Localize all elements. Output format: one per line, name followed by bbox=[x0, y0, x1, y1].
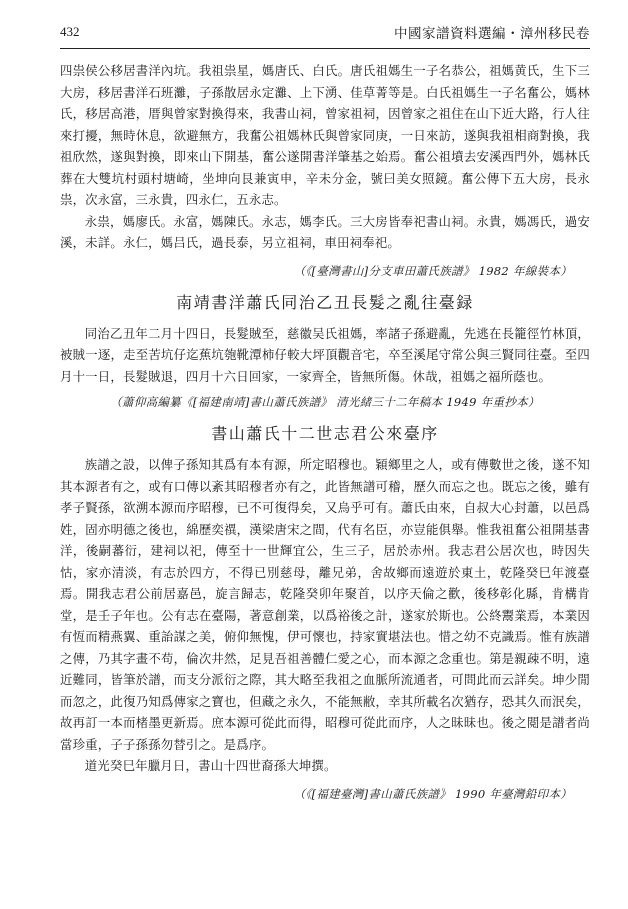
page-header bbox=[60, 22, 590, 46]
section-heading: 書山蕭氏十二世志君公來臺序 bbox=[211, 424, 439, 443]
body-paragraph: 永祟，媽廖氏。永富，媽陳氏。永志，媽李氏。三大房皆奉祀書山祠。永貴，媽馮氏，過安溪，未詳。永仁，媽吕氏，過長泰，另立祖祠，車田祠奉祀。 bbox=[60, 213, 590, 250]
source-citation: （蕭仰高編纂《[福建南靖]書山蕭氏族譜》 清光緒三十二年稿本 1949 年重抄本） bbox=[110, 395, 540, 409]
source-citation: （《[福建臺灣]書山蕭氏族譜》 1990 年臺灣鉛印本） bbox=[293, 786, 572, 801]
signature-line: 道光癸巳年臘月日，書山十四世裔孫大坤撰。 bbox=[84, 758, 337, 773]
body-paragraph: 同治乙丑年二月十四日，長髮賊至，慈徽吴氏祖媽，率諸子孫避亂，先逃在長籠徑竹林頂，被賊一逐，走至苦坑仔迄蕉坑匏靴潭柿仔較大坪頂觀音宅，卒至溪尾守常公與三賢同往臺。至四月十一日，長髮賊退，四月十六日回家，一家齊全，皆無所傷。休哉，祖媽之福所蔭也。 bbox=[60, 325, 590, 384]
header-rule bbox=[60, 48, 590, 49]
section-heading: 南靖書洋蕭氏同治乙丑長髮之亂往臺録 bbox=[176, 292, 474, 312]
body-paragraph: 四祟侯公移居書洋內坑。我祖祟星，媽唐氏、白氏。唐氏祖媽生一子名恭公，祖媽黄氏，生下三大房，移居書洋石班灘，子孫散居永定灘、上下湧、佳草菁等是。白氏祖媽生一子名奮公，媽林氏，移居高港，厝與曾家對換得來，我書山祠，曾家祖祠，因曾家之祖住在山下近大路，行人往來打擾，無時休息，欲避無方，我奮公祖媽林氏與曾家同庚，一日來訪，遂與我祖相商對換，我祖欣然，遂與對換，即來山下開基，奮公遂開書洋肇基之始焉。奮公祖墳去安溪西門外，媽林氏葬在大雙坑村頭村塘崎，坐坤向艮兼寅申，辛未分金，號曰美女照鏡。奮公傳下五大房，長永祟，次永富，三永貴，四永仁，五永志。 bbox=[60, 63, 590, 207]
page-body bbox=[60, 60, 590, 803]
running-title: 中國家譜資料選編・漳州移民卷 bbox=[394, 26, 590, 42]
page-number: 432 bbox=[60, 24, 80, 39]
source-citation: （《[臺灣書山]分支車田蕭氏族譜》 1982 年線裝本） bbox=[293, 263, 572, 278]
body-paragraph: 族譜之設，以俾子孫知其爲有本有源，所定昭穆也。穎鄉里之人，或有傳數世之後，遂不知其本源者有之，或有口傳以紊其昭穆者亦有之，此皆無譜可稽，歷久而忘之也。既忘之後，雖有孝子賢孫，欲溯本源而序昭穆，已不可復得矣，又烏乎可有。蕭氏由來，自叔大心封蕭，以邑爲姓，固亦明德之後也，綿歷奕禩，漢梁唐宋之間，代有名臣，亦豈能俱舉。惟我祖奮公祖開基書洋，後嗣蕃衍，建祠以祀，傳至十一世輝宜公，生三子，居於赤州。我志君公居次也，時因失怙，家亦清淡，有志於四方，不得已別慈母，離兄弟，舍故鄉而遠遊於東土，乾隆癸巳年渡臺焉。開我志君公前居嘉邑，旋言歸志，乾隆癸卯年聚首，以序天倫之歡，後移彰化縣，肯構肯堂，是壬子年也。公有志在臺陽，著意創業，以爲裕後之計，遂家於斯也。公終鬻業焉，本業因有恆而精燕翼、重詒謀之美，俯仰無愧，伊可懷也，持家實堪法也。惜之幼不克識焉。惟有族譜之傳，乃其字畫不苟，倫次井然，足見吾祖善體仁愛之心，而本源之念重也。第是親疎不明，遠近難同，皆筆於譜，而支分派衍之際，其大略至我祖之血脈所流通者，可問此而云詳矣。坤少閒而忽之，此復乃知爲傳家之寶也，但藏之永久，不能無敝，幸其所載名次猶存，恐其久而泯矣，故再訂一本而楮墨更新焉。庶本源可從此而得，昭穆可從此而序，人之昧昧也。後之閲是譜者尚當珍重，子子孫孫勿替引之。是爲序。 bbox=[60, 457, 590, 752]
